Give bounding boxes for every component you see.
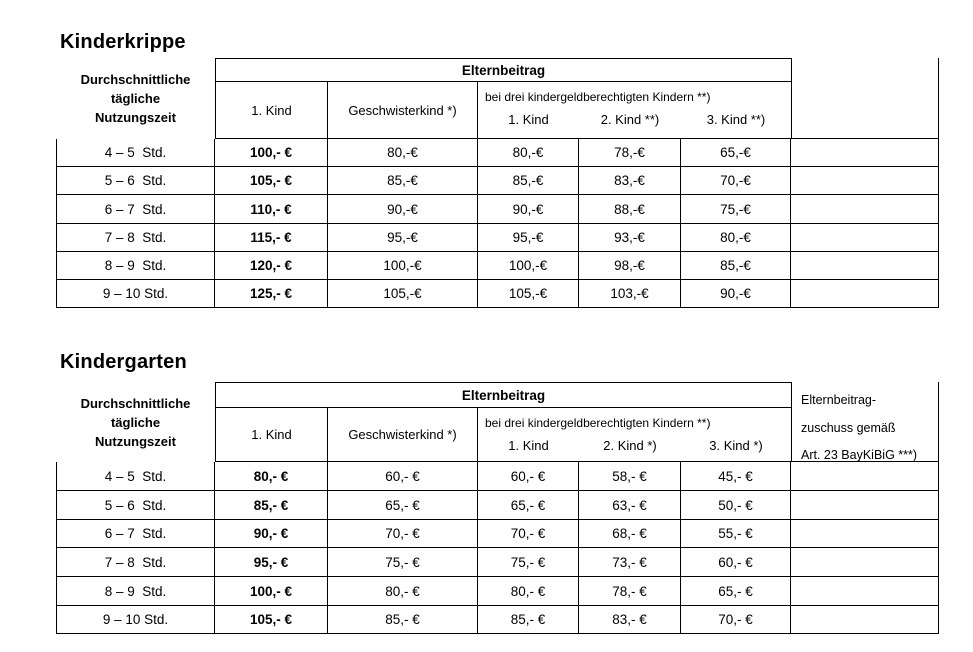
time-header-line: tägliche <box>110 91 161 106</box>
time-header-line: Nutzungszeit <box>95 110 176 125</box>
empty-note-cell <box>791 252 939 280</box>
elternbeitrag-header: Elternbeitrag <box>215 58 791 82</box>
group-subcolumns <box>478 112 791 127</box>
subcolumn-header: 2. Kind *) <box>603 438 657 453</box>
group-label: bei drei kindergeldberechtigten Kindern **) <box>485 416 711 430</box>
time-cell: 5 – 6 Std. <box>56 167 215 195</box>
first-child-column-header: 1. Kind <box>215 408 328 462</box>
time-cell: 7 – 8 Std. <box>56 224 215 252</box>
fee-cell: 50,- € <box>681 491 791 520</box>
fee-cell: 68,- € <box>579 520 681 548</box>
fee-cell: 65,- € <box>681 577 791 606</box>
fee-cell: 100,- € <box>215 577 328 606</box>
time-cell: 5 – 6 Std. <box>56 491 215 520</box>
fee-cell: 65,- € <box>478 491 579 520</box>
fee-cell: 100,-€ <box>478 252 579 280</box>
fee-cell: 105,-€ <box>478 280 579 308</box>
time-cell: 7 – 8 Std. <box>56 548 215 577</box>
fee-cell: 45,- € <box>681 462 791 491</box>
time-cell: 8 – 9 Std. <box>56 252 215 280</box>
empty-note-cell <box>791 520 939 548</box>
fee-cell: 105,- € <box>215 606 328 634</box>
subsidy-note-column <box>791 382 939 462</box>
fee-cell: 75,-€ <box>681 195 791 224</box>
empty-note-cell <box>791 195 939 224</box>
fee-cell: 85,- € <box>215 491 328 520</box>
empty-note-cell <box>791 139 939 167</box>
empty-note-cell <box>791 491 939 520</box>
time-header-line: tägliche <box>110 414 161 430</box>
fee-cell: 70,- € <box>478 520 579 548</box>
fee-cell: 85,- € <box>328 606 478 634</box>
fee-cell: 70,- € <box>328 520 478 548</box>
fee-cell: 85,-€ <box>681 252 791 280</box>
fee-cell: 95,-€ <box>478 224 579 252</box>
kindergarten-table <box>56 382 939 634</box>
fee-cell: 115,- € <box>215 224 328 252</box>
fee-cell: 125,- € <box>215 280 328 308</box>
time-cell: 4 – 5 Std. <box>56 462 215 491</box>
fee-cell: 103,-€ <box>579 280 681 308</box>
subcolumn-header: 3. Kind **) <box>706 112 766 127</box>
fee-cell: 80,-€ <box>478 139 579 167</box>
fee-cell: 78,- € <box>579 577 681 606</box>
elternbeitrag-header: Elternbeitrag <box>215 382 791 408</box>
fee-cell: 120,- € <box>215 252 328 280</box>
time-header-line: Nutzungszeit <box>95 433 176 449</box>
fee-cell: 80,- € <box>478 577 579 606</box>
fee-cell: 70,- € <box>681 606 791 634</box>
sibling-child-column-header: Geschwisterkind *) <box>328 408 478 462</box>
subcolumn-header: 1. Kind <box>508 112 549 127</box>
three-children-group-header <box>478 408 791 462</box>
fee-cell: 58,- € <box>579 462 681 491</box>
first-child-column-header: 1. Kind <box>215 82 328 139</box>
time-cell: 6 – 7 Std. <box>56 520 215 548</box>
fee-cell: 80,-€ <box>681 224 791 252</box>
subcolumn-header: 1. Kind <box>508 438 549 453</box>
fee-cell: 60,- € <box>478 462 579 491</box>
empty-note-cell <box>791 606 939 634</box>
empty-note-cell <box>791 224 939 252</box>
fee-cell: 83,- € <box>579 606 681 634</box>
fee-cell: 85,-€ <box>328 167 478 195</box>
empty-note-cell <box>791 462 939 491</box>
fee-cell: 110,- € <box>215 195 328 224</box>
kinderkrippe-title: Kinderkrippe <box>60 31 186 53</box>
time-cell: 4 – 5 Std. <box>56 139 215 167</box>
fee-cell: 105,-€ <box>328 280 478 308</box>
fee-cell: 75,- € <box>328 548 478 577</box>
note-line: Elternbeitrag- <box>801 393 877 407</box>
time-cell: 8 – 9 Std. <box>56 577 215 606</box>
fee-cell: 55,- € <box>681 520 791 548</box>
kinderkrippe-table <box>56 58 939 308</box>
sibling-child-column-header: Geschwisterkind *) <box>328 82 478 139</box>
fee-cell: 80,- € <box>215 462 328 491</box>
time-cell: 6 – 7 Std. <box>56 195 215 224</box>
kindergarten-title: Kindergarten <box>60 351 187 373</box>
fee-cell: 65,-€ <box>681 139 791 167</box>
subcolumn-header: 2. Kind **) <box>600 112 660 127</box>
fee-cell: 65,- € <box>328 491 478 520</box>
group-subcolumns <box>478 438 791 453</box>
fee-cell: 93,-€ <box>579 224 681 252</box>
note-line: Art. 23 BayKiBiG ***) <box>801 448 918 462</box>
time-cell: 9 – 10 Std. <box>56 606 215 634</box>
fee-cell: 105,- € <box>215 167 328 195</box>
fee-cell: 90,-€ <box>478 195 579 224</box>
group-label: bei drei kindergeldberechtigten Kindern **) <box>485 90 711 104</box>
fee-cell: 90,-€ <box>328 195 478 224</box>
time-cell: 9 – 10 Std. <box>56 280 215 308</box>
fee-cell: 98,-€ <box>579 252 681 280</box>
empty-note-cell <box>791 280 939 308</box>
fee-cell: 90,- € <box>215 520 328 548</box>
fee-cell: 60,- € <box>328 462 478 491</box>
fee-cell: 73,- € <box>579 548 681 577</box>
subcolumn-header: 3. Kind *) <box>709 438 763 453</box>
fee-cell: 60,- € <box>681 548 791 577</box>
fee-cell: 78,-€ <box>579 139 681 167</box>
three-children-group-header <box>478 82 791 139</box>
note-line: zuschuss gemäß <box>801 420 896 435</box>
time-column-header <box>56 58 215 139</box>
empty-note-cell <box>791 167 939 195</box>
empty-note-cell <box>791 577 939 606</box>
fee-cell: 83,-€ <box>579 167 681 195</box>
fee-cell: 100,-€ <box>328 252 478 280</box>
fee-cell: 80,-€ <box>328 139 478 167</box>
fee-cell: 95,-€ <box>328 224 478 252</box>
time-header-line: Durchschnittliche <box>80 395 191 411</box>
fee-cell: 90,-€ <box>681 280 791 308</box>
fee-cell: 75,- € <box>478 548 579 577</box>
fee-cell: 85,-€ <box>478 167 579 195</box>
fee-cell: 95,- € <box>215 548 328 577</box>
empty-note-cell <box>791 548 939 577</box>
time-header-line: Durchschnittliche <box>80 72 191 87</box>
fee-cell: 63,- € <box>579 491 681 520</box>
time-column-header <box>56 382 215 462</box>
fee-cell: 100,- € <box>215 139 328 167</box>
fee-cell: 80,- € <box>328 577 478 606</box>
fee-cell: 88,-€ <box>579 195 681 224</box>
note-column <box>791 58 939 139</box>
fee-cell: 70,-€ <box>681 167 791 195</box>
fee-cell: 85,- € <box>478 606 579 634</box>
